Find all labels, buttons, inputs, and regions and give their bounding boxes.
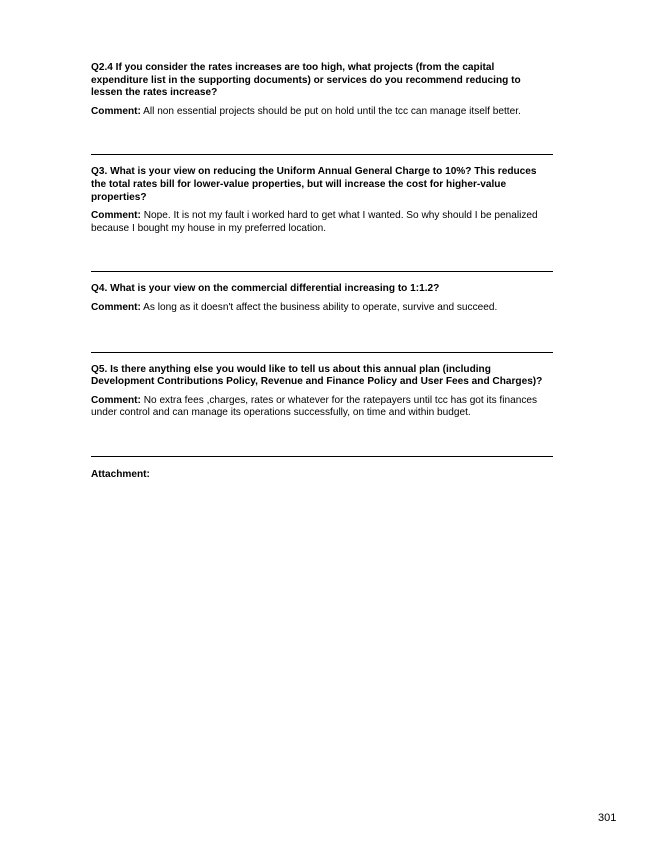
comment-text: Nope. It is not my fault i worked hard to get what I wanted. So why should I be penalized because I bought my house in my preferred location. <box>91 210 538 234</box>
comment <box>91 106 553 119</box>
section-divider <box>91 154 553 155</box>
question-text: Q5. Is there anything else you would like to tell us about this annual plan (including Development Contributions Policy, Revenue and Finance Policy and User Fees and Charges)? <box>91 363 543 388</box>
page-number: 301 <box>598 812 617 824</box>
comment-text: All non essential projects should be put on hold until the tcc can manage itself better. <box>143 105 521 117</box>
comment <box>91 302 553 315</box>
section-divider <box>91 271 553 272</box>
comment-text: No extra fees ,charges, rates or whatever for the ratepayers until tcc has got its finances under control and can manage its operations successfully, on time and within budget. <box>91 394 538 419</box>
question-section-q3 <box>91 166 553 235</box>
comment-label: Comment: <box>91 105 141 117</box>
question-text: Q4. What is your view on the commercial differential increasing to 1:1.2? <box>91 283 440 295</box>
question-text: Q2.4 If you consider the rates increases are too high, what projects (from the capital expenditure list in the supporting documents) or services do you recommend reducing to lessen the rates increase? <box>91 62 521 99</box>
attachment-label: Attachment: <box>91 468 150 480</box>
section-divider <box>91 352 553 353</box>
question-text: Q3. What is your view on reducing the Uniform Annual General Charge to 10%? This reduces the total rates bill for lower-value properties, but will increase the cost for higher-value properties? <box>91 166 537 203</box>
comment-label: Comment: <box>91 210 141 222</box>
comment <box>91 210 553 235</box>
section-divider <box>91 456 553 457</box>
question-section-q2-4 <box>91 62 553 118</box>
question-section-q4 <box>91 283 553 314</box>
comment-label: Comment: <box>91 301 141 313</box>
comment-label: Comment: <box>91 394 141 406</box>
submission-content <box>91 62 553 482</box>
question-section-q5 <box>91 364 553 420</box>
comment <box>91 395 553 420</box>
comment-text: As long as it doesn't affect the business ability to operate, survive and succeed. <box>143 301 498 313</box>
